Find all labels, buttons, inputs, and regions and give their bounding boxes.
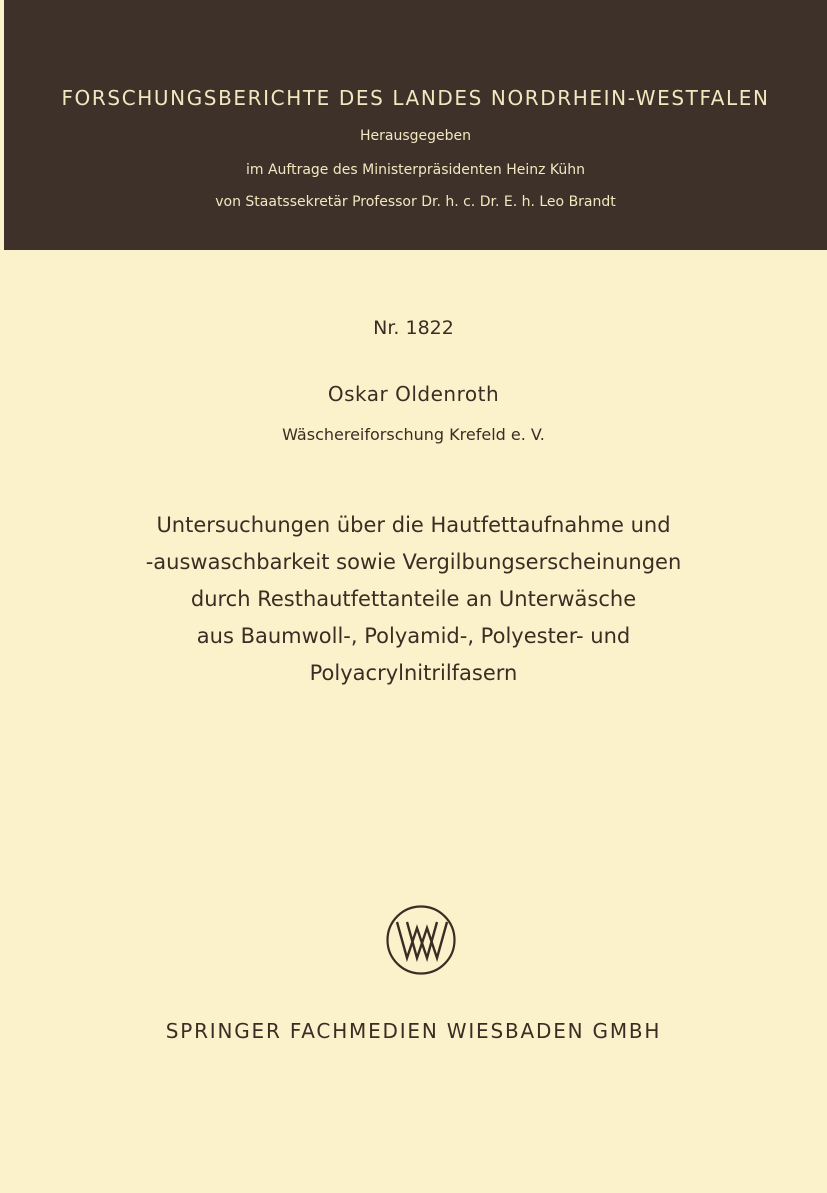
editor-line-1: Herausgegeben <box>359 128 471 144</box>
author-institution: Wäschereiforschung Krefeld e. V. <box>282 425 545 444</box>
editor-line-3: von Staatssekretär Professor Dr. h. c. Dr. E. h. Leo Brandt <box>215 194 616 210</box>
title-line: Polyacrylnitrilfasern <box>309 661 518 685</box>
editor-line-2: im Auftrage des Ministerpräsidenten Heinz Kühn <box>245 162 586 178</box>
title-line: -auswaschbarkeit sowie Vergilbungserscheinungen <box>145 550 682 574</box>
issue-number: Nr. 1822 <box>373 317 454 339</box>
book-title <box>0 507 827 692</box>
series-header-band <box>4 0 827 250</box>
title-line: aus Baumwoll-, Polyamid-, Polyester- und <box>196 624 631 648</box>
title-line: durch Resthautfettanteile an Unterwäsche <box>190 587 637 611</box>
series-title: FORSCHUNGSBERICHTE DES LANDES NORDRHEIN-WESTFALEN <box>61 86 770 110</box>
title-line: Untersuchungen über die Hautfettaufnahme und <box>156 513 671 537</box>
ww-monogram-icon <box>385 904 457 976</box>
author-name: Oskar Oldenroth <box>327 382 500 406</box>
publisher-name: SPRINGER FACHMEDIEN WIESBADEN GMBH <box>165 1019 662 1043</box>
